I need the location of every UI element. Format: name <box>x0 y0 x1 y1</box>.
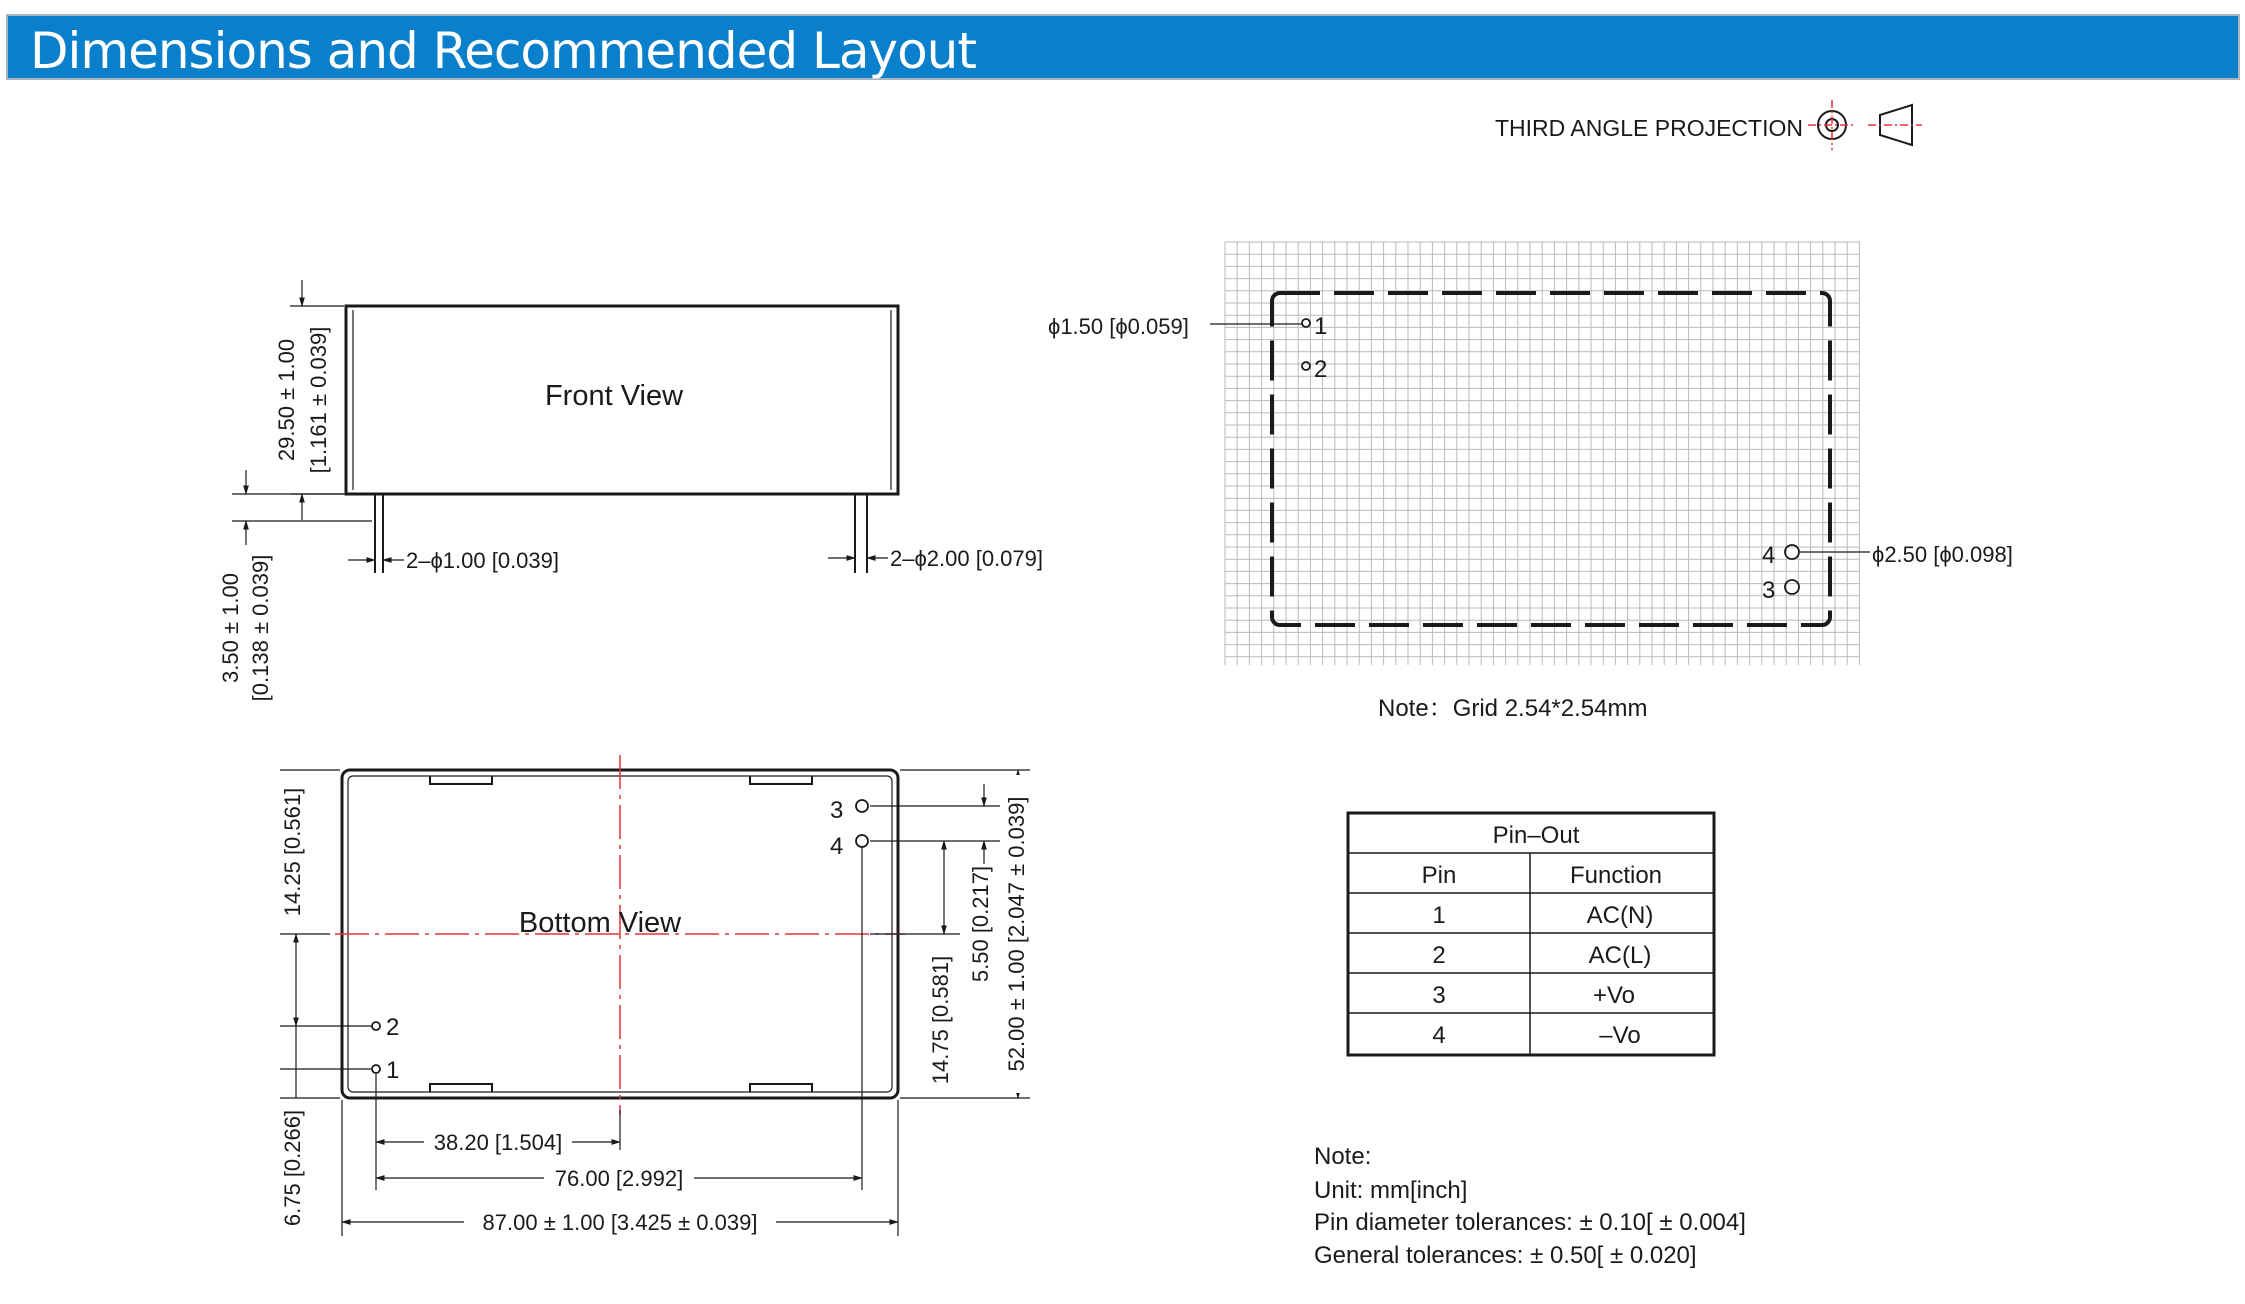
svg-text:2: 2 <box>1314 356 1328 383</box>
notes <box>1314 1143 1746 1269</box>
dim-14-75: 14.75 [0.581] <box>928 955 953 1085</box>
pinout-cell: 3 <box>1432 982 1446 1009</box>
svg-text:1: 1 <box>1314 313 1328 340</box>
note-line: Unit: mm[inch] <box>1314 1177 1468 1204</box>
notes-title: Note: <box>1314 1143 1372 1170</box>
bottom-pin-2 <box>372 1022 380 1030</box>
bottom-view <box>280 755 1032 1236</box>
bottom-pin-3 <box>856 800 868 812</box>
front-height-in: [1.161 ± 0.039] <box>306 326 331 474</box>
layout-hole-small-callout: ϕ1.50 [ϕ0.059] <box>1048 314 1189 339</box>
svg-text:4: 4 <box>830 833 844 860</box>
page-title: Dimensions and Recommended Layout <box>30 22 976 80</box>
dim-6-75: 6.75 [0.266] <box>280 1109 305 1227</box>
pinout-cell: 1 <box>1432 902 1446 929</box>
dim-5-50: 5.50 [0.217] <box>968 865 993 983</box>
svg-text:2: 2 <box>386 1014 400 1041</box>
pinout-cell: 4 <box>1432 1022 1446 1049</box>
front-height-mm: 29.50 ± 1.00 <box>274 338 299 462</box>
pinout-cell: 2 <box>1432 942 1446 969</box>
note-line: General tolerances: ± 0.50[ ± 0.020] <box>1314 1242 1697 1269</box>
layout-hole-1 <box>1302 319 1310 327</box>
dim-87-00: 87.00 ± 1.00 [3.425 ± 0.039] <box>482 1210 758 1235</box>
svg-text:1: 1 <box>386 1057 400 1084</box>
grid-note: Note：Grid 2.54*2.54mm <box>1378 695 1648 722</box>
note-line: Pin diameter tolerances: ± 0.10[ ± 0.004] <box>1314 1209 1746 1236</box>
projection-symbol <box>1495 100 1922 150</box>
pinout-header-pin: Pin <box>1421 862 1457 889</box>
pinout-cell: AC(N) <box>1586 902 1654 929</box>
bottom-view-title: Bottom View <box>518 907 682 939</box>
front-view <box>218 280 1043 701</box>
front-pin-length-in: [0.138 ± 0.039] <box>248 554 273 702</box>
front-pin-dia-large: 2–ϕ2.00 [0.079] <box>890 546 1044 571</box>
dim-76-00: 76.00 [2.992] <box>554 1166 684 1191</box>
bottom-pin-4 <box>856 835 868 847</box>
pinout-cell: +Vo <box>1592 982 1636 1009</box>
layout-outline <box>1272 293 1830 625</box>
front-pin-length-mm: 3.50 ± 1.00 <box>218 573 243 683</box>
layout-hole-large-callout: ϕ2.50 [ϕ0.098] <box>1872 542 2013 567</box>
front-view-title: Front View <box>544 380 684 412</box>
svg-text:3: 3 <box>830 797 844 824</box>
pinout-table <box>1348 813 1714 1055</box>
pinout-cell: AC(L) <box>1588 942 1652 969</box>
dim-14-25: 14.25 [0.561] <box>280 787 305 917</box>
bottom-pin-1 <box>372 1065 380 1073</box>
dim-52-00: 52.00 ± 1.00 [2.047 ± 0.039] <box>1004 796 1029 1072</box>
svg-text:4: 4 <box>1762 542 1776 569</box>
layout-hole-2 <box>1302 362 1310 370</box>
pinout-title: Pin–Out <box>1492 822 1580 849</box>
pinout-cell: –Vo <box>1599 1022 1641 1049</box>
recommended-layout <box>1048 242 2013 722</box>
dim-38-20: 38.20 [1.504] <box>433 1130 563 1155</box>
layout-hole-3 <box>1785 580 1799 594</box>
pinout-header-function: Function <box>1569 862 1663 889</box>
svg-text:3: 3 <box>1762 577 1776 604</box>
projection-label: THIRD ANGLE PROJECTION <box>1495 115 1803 141</box>
front-pin-dia-small: 2–ϕ1.00 [0.039] <box>406 548 560 573</box>
